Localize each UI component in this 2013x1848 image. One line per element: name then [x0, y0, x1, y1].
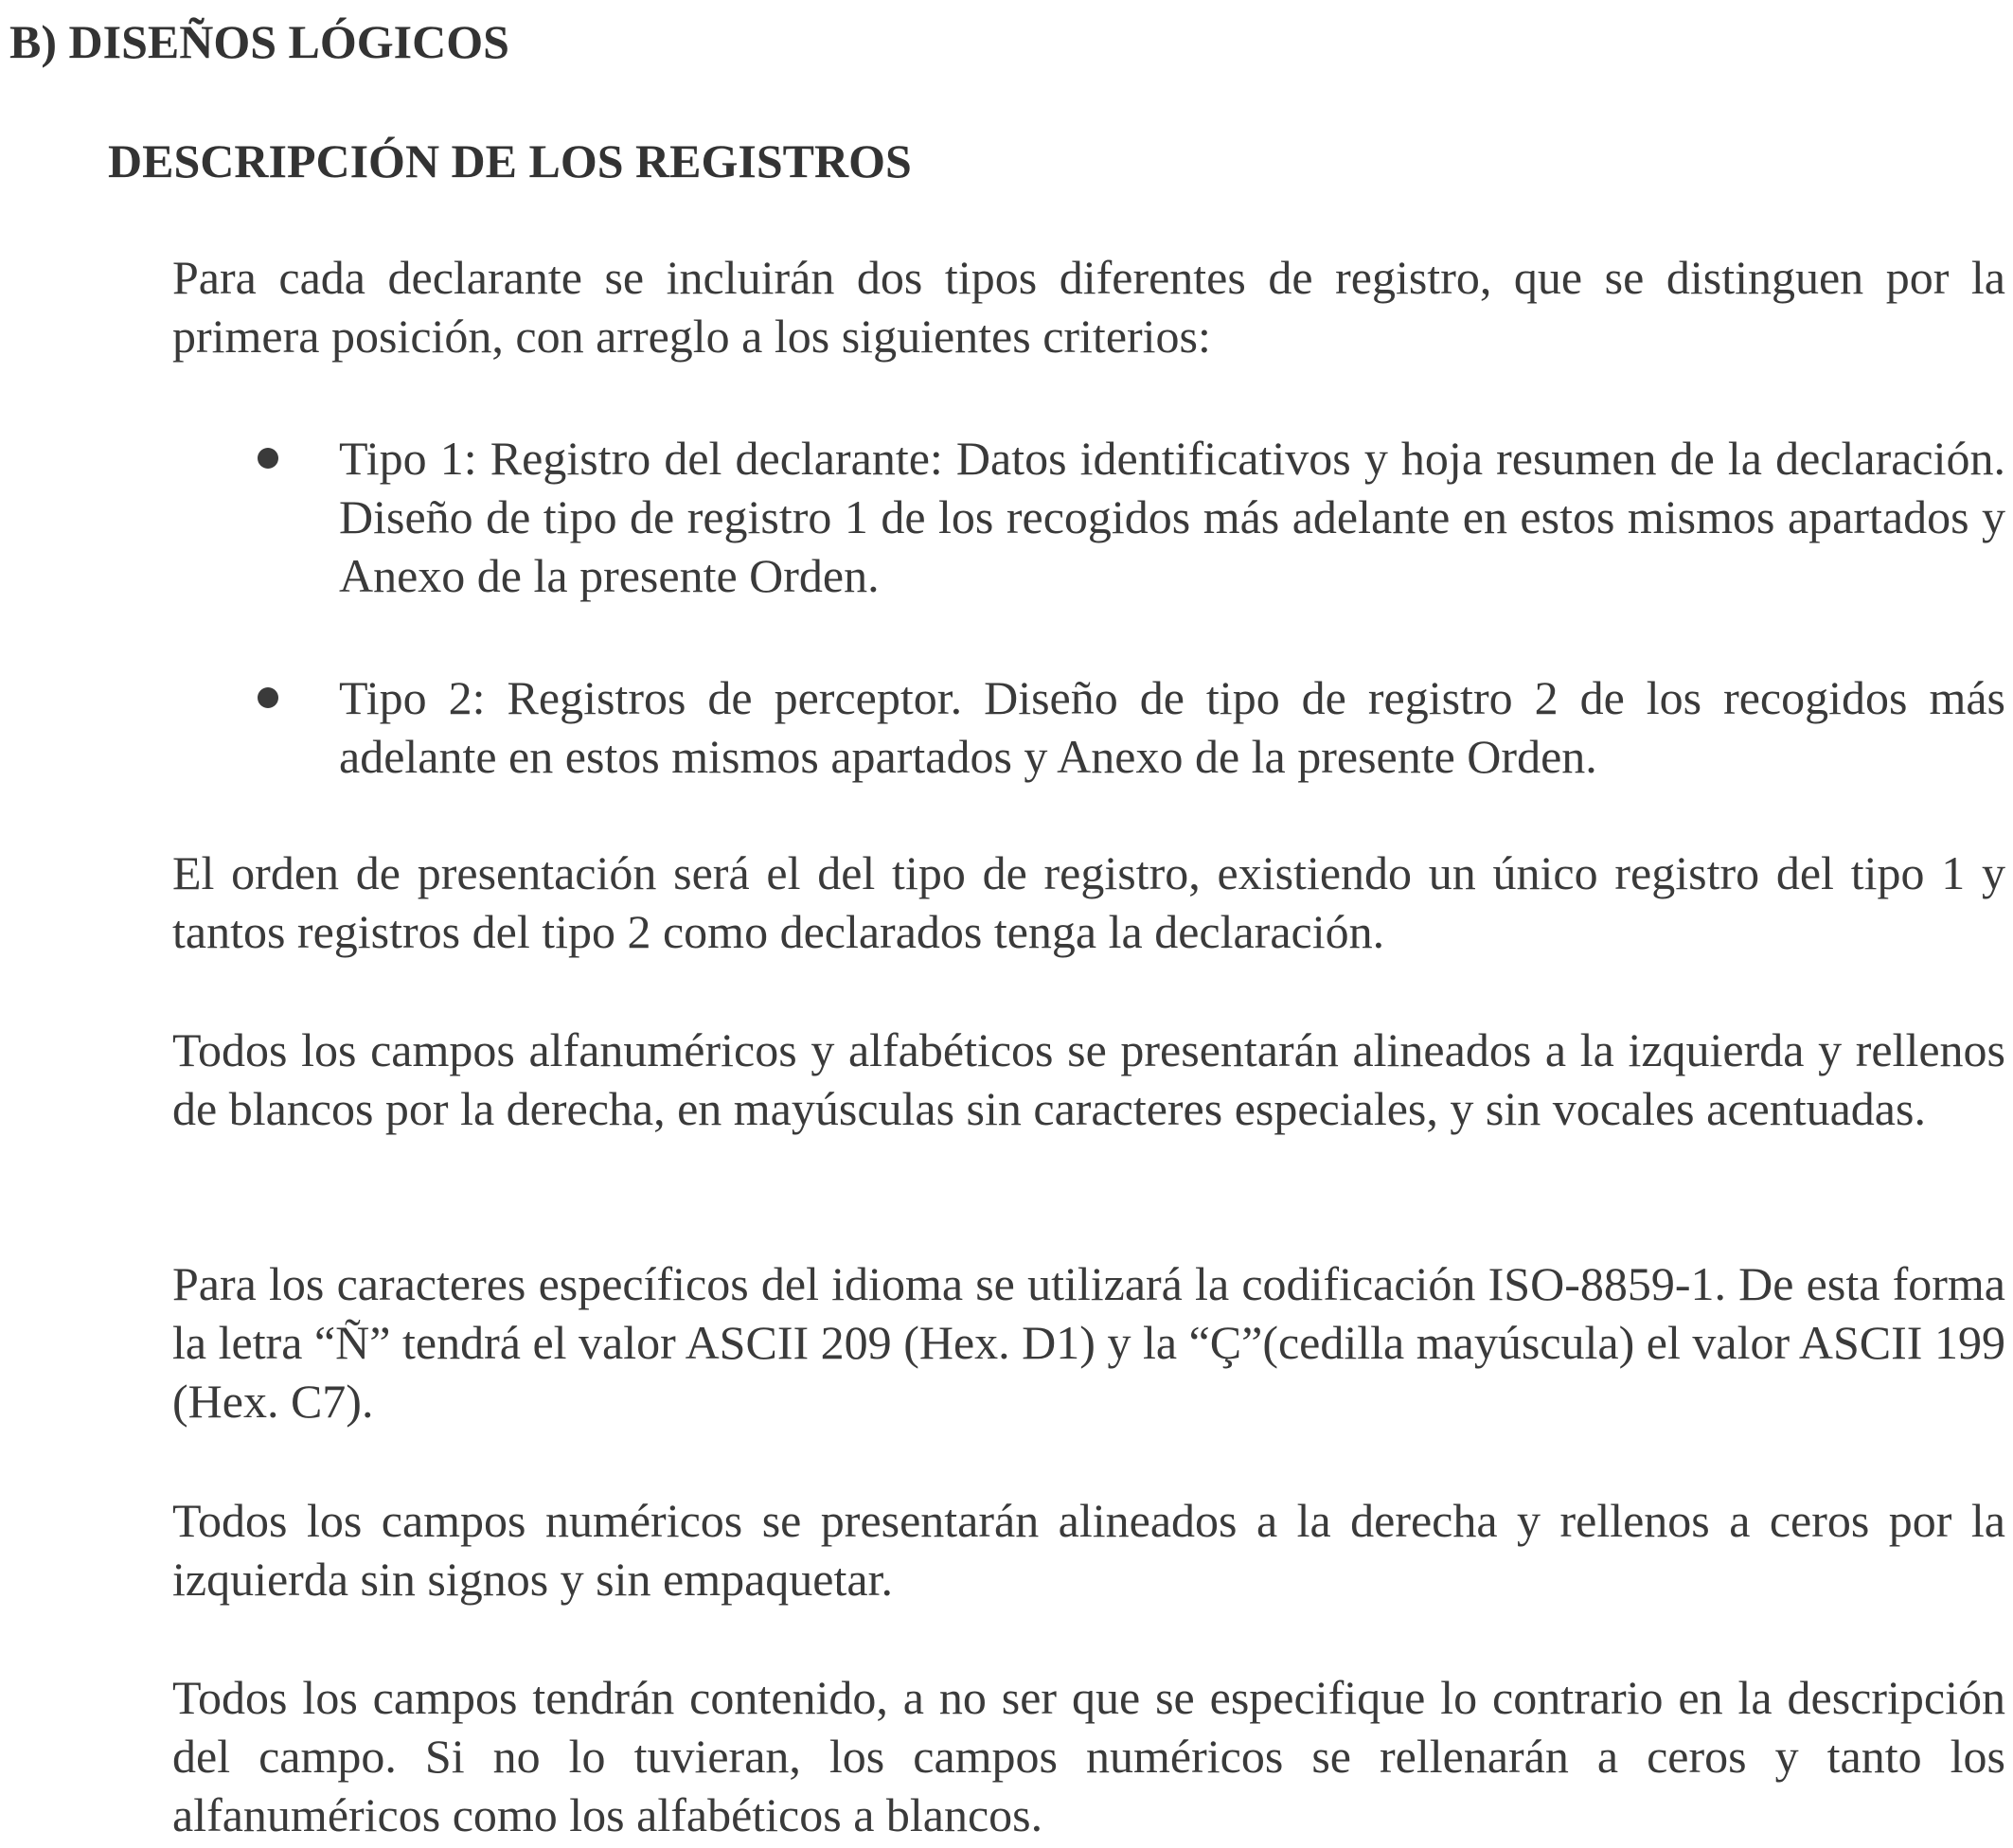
section-heading: B) DISEÑOS LÓGICOS: [9, 15, 509, 68]
subsection-heading: DESCRIPCIÓN DE LOS REGISTROS: [108, 134, 912, 187]
paragraph-campos-alfanumericos: Todos los campos alfanuméricos y alfabéticos se presentarán alineados a la izquierda y rellenos de blancos por la derecha, en mayúsculas sin caracteres especiales, y sin vocales acentuadas.: [172, 1023, 2005, 1135]
bullet-item-tipo-2: Tipo 2: Registros de perceptor. Diseño de tipo de registro 2 de los recogidos más adelante en estos mismos apartados y Anexo de la presente Orden.: [339, 671, 2005, 783]
bullet-item-tipo-1: Tipo 1: Registro del declarante: Datos identificativos y hoja resumen de la declaración. Diseño de tipo de registro 1 de los recogidos más adelante en estos mismos apartados y Anexo de la presente Orden.: [339, 432, 2005, 602]
paragraph-codificacion: Para los caracteres específicos del idioma se utilizará la codificación ISO-8859-1. De esta forma la letra “Ñ” tendrá el valor ASCII 209 (Hex. D1) y la “Ç”(cedilla mayúscula) el valor ASCII 199 (Hex. C7).: [172, 1257, 2005, 1428]
bullet-icon: [258, 687, 278, 708]
intro-paragraph: Para cada declarante se incluirán dos tipos diferentes de registro, que se distinguen por la primera posición, con arreglo a los siguientes criterios:: [172, 251, 2005, 363]
paragraph-campos-numericos: Todos los campos numéricos se presentarán alineados a la derecha y rellenos a ceros por la izquierda sin signos y sin empaquetar.: [172, 1494, 2005, 1606]
paragraph-orden-presentacion: El orden de presentación será el del tipo de registro, existiendo un único registro del tipo 1 y tantos registros del tipo 2 como declarados tenga la declaración.: [172, 846, 2005, 958]
bullet-icon: [258, 448, 278, 469]
paragraph-contenido-campos: Todos los campos tendrán contenido, a no ser que se especifique lo contrario en la descripción del campo. Si no lo tuvieran, los campos numéricos se rellenarán a ceros y tanto los alfanuméricos como los alfabéticos a blancos.: [172, 1671, 2005, 1841]
